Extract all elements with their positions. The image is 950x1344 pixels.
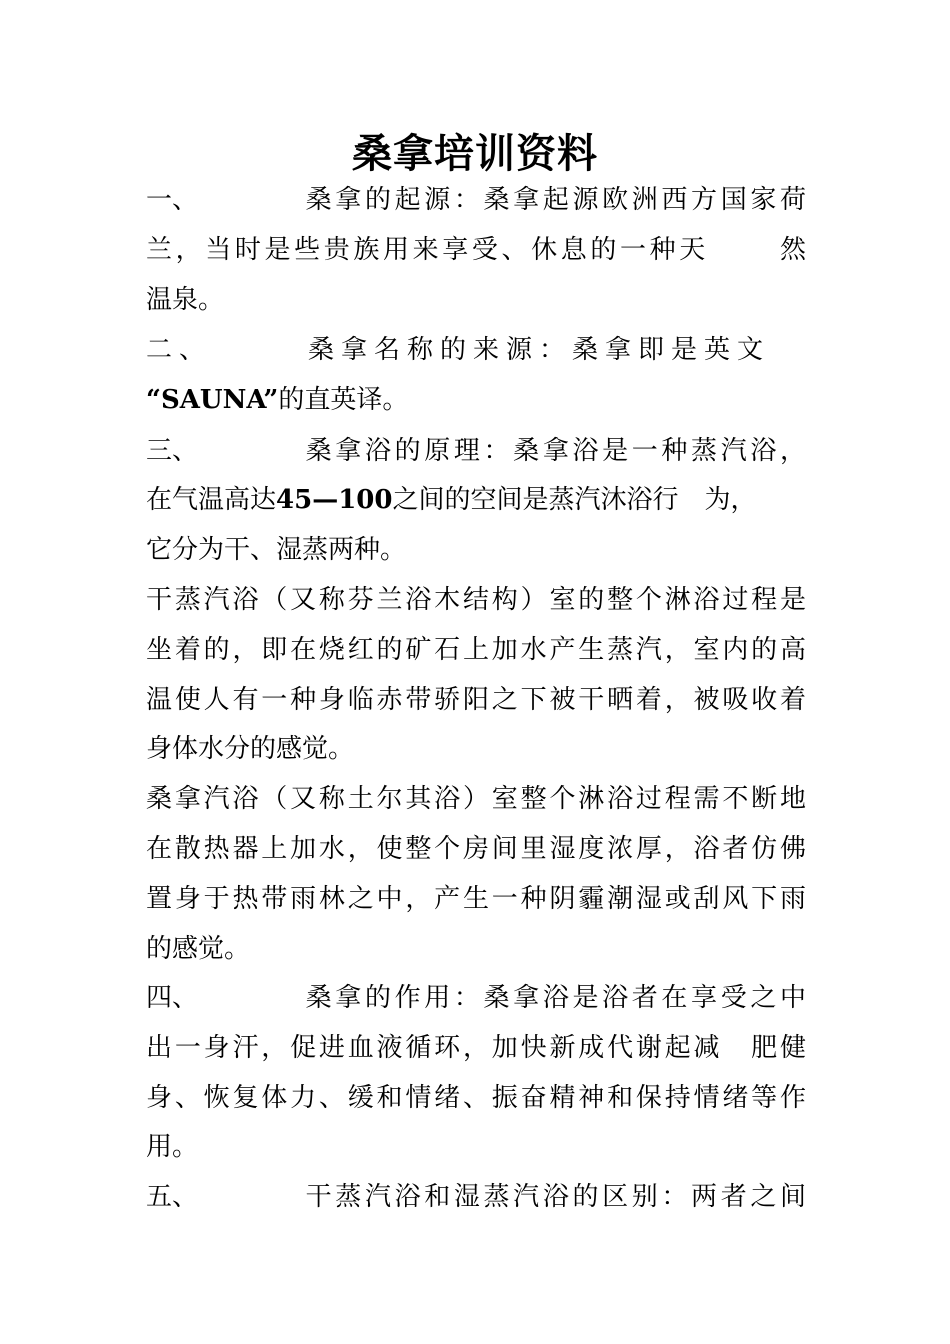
section-3-heading-line: [146, 433, 806, 469]
section-2-heading-line: [146, 332, 806, 368]
section-2-line-2-text: 的直英译。: [278, 385, 409, 415]
wet-steam-line-1: 桑拿汽浴（又称土尔其浴）室整个淋浴过程需不断地: [146, 784, 806, 814]
page-title: 桑拿培训资料: [352, 130, 598, 177]
section-number: 三、: [146, 436, 199, 466]
section-3-line-2-b: 之间的空间是蒸汽沐浴行 为，: [392, 485, 757, 515]
section-3-heading: 桑拿浴的原理：桑拿浴是一种蒸汽浴，: [302, 436, 806, 466]
section-number: 五、: [146, 1182, 199, 1212]
section-5-heading: 干蒸汽浴和湿蒸汽浴的区别：两者之间: [302, 1182, 806, 1212]
section-4-line-4: 用。: [146, 1132, 199, 1162]
section-4-heading-line: [146, 980, 806, 1016]
section-number: 二、: [146, 335, 213, 365]
wet-steam-line-4: 的感觉。: [146, 934, 251, 964]
section-5-heading-line: [146, 1179, 806, 1215]
section-3-line-2-a: 在气温高达: [146, 485, 277, 515]
section-3-line-3: 它分为干、湿蒸两种。: [146, 535, 407, 565]
dry-steam-line-3: 温使人有一种身临赤带骄阳之下被干晒着，被吸收着: [146, 685, 806, 715]
section-1-line-3: 温泉。: [146, 285, 225, 315]
section-1-heading: 桑拿的起源：桑拿起源欧洲西方国家荷: [302, 185, 806, 215]
section-3-line-2: [146, 482, 806, 518]
sauna-term: “SAUNA”: [146, 385, 279, 415]
dry-steam-line-4: 身体水分的感觉。: [146, 734, 355, 764]
dry-steam-line-2: 坐着的，即在烧红的矿石上加水产生蒸汽，室内的高: [146, 635, 806, 665]
dry-steam-line-1: 干蒸汽浴（又称芬兰浴木结构）室的整个淋浴过程是: [146, 585, 806, 615]
section-4-heading: 桑拿的作用：桑拿浴是浴者在享受之中: [302, 983, 806, 1013]
section-2-line-2: [146, 382, 806, 418]
section-4-line-2: 出一身汗，促进血液循环，加快新成代谢起减 肥健: [146, 1033, 806, 1063]
section-1-line-2: 兰，当时是些贵族用来享受、休息的一种天 然: [146, 235, 806, 265]
wet-steam-line-3: 置身于热带雨林之中，产生一种阴霾潮湿或刮风下雨: [146, 884, 806, 914]
temperature-range: 45—100: [276, 485, 393, 515]
section-2-heading: 桑拿名称的来源：桑拿即是英文: [308, 335, 771, 365]
section-number: 一、: [146, 185, 199, 215]
section-4-line-3: 身、恢复体力、缓和情绪、振奋精神和保持情绪等作: [146, 1083, 806, 1113]
section-1-heading-line: [146, 182, 806, 218]
wet-steam-line-2: 在散热器上加水，使整个房间里湿度浓厚，浴者仿佛: [146, 834, 806, 864]
section-number: 四、: [146, 983, 199, 1013]
